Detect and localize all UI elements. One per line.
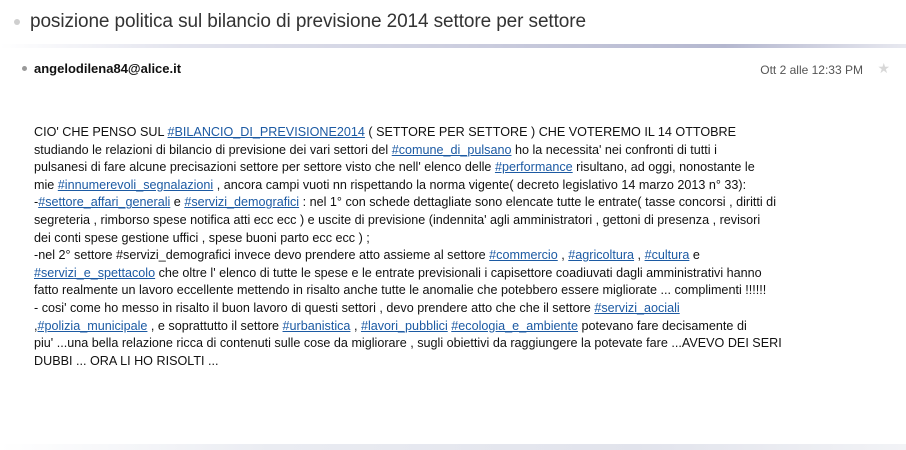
body-text: fatto realmente un lavoro eccellente mettendo in risalto anche tutte le anomalie che potebbero essere migliorate ... complimenti !!!!!! (34, 283, 767, 298)
sender-address[interactable]: angelodilena84@alice.it (34, 61, 182, 76)
body-text: piu' ...una bella relazione ricca di contenuti sulle cose da migliorare , sugli obiettivi da raggiungere la potevate fare ...AVEVO DEI SERI (34, 336, 782, 351)
body-text: pulsanesi di fare alcune precisazioni settore per settore visto che nell' elenco delle (34, 160, 495, 175)
body-line (34, 177, 884, 195)
body-text: e (170, 195, 185, 210)
message-subject: posizione politica sul bilancio di previsione 2014 settore per settore (30, 11, 586, 32)
hashtag-link[interactable]: #cultura (644, 248, 690, 263)
subject-bar (0, 0, 906, 44)
hashtag-link[interactable]: #servizi_demografici (184, 195, 300, 210)
body-text: risultano, ad oggi, nonostante le (572, 160, 755, 175)
body-line (34, 212, 884, 230)
sender-bullet-icon (22, 66, 27, 71)
body-text: , (634, 248, 645, 263)
hashtag-link[interactable]: #servizi_aociali (594, 300, 680, 315)
body-line (34, 159, 884, 177)
body-text: -nel 2° settore #servizi_demografici invece devo prendere atto assieme al settore (34, 248, 490, 263)
hashtag-link[interactable]: #performance (494, 160, 573, 175)
body-text: - cosi' come ho messo in risalto il buon lavoro di questi settori , devo prendere atto che che il settore (34, 300, 595, 315)
subject-bullet-icon (14, 19, 20, 25)
body-line (34, 335, 884, 353)
body-text: , ancora campi vuoti nn rispettando la norma vigente( decreto legislativo 14 marzo 2013 n° 33): (213, 177, 747, 192)
hashtag-link[interactable]: #agricoltura (568, 248, 635, 263)
body-line (34, 265, 884, 283)
body-text: studiando le relazioni di bilancio di previsione dei vari settori del (34, 142, 392, 157)
body-text: , (34, 318, 38, 333)
hashtag-link[interactable]: #BILANCIO_DI_PREVISIONE2014 (167, 125, 365, 139)
body-text: mie (34, 177, 58, 192)
body-line (34, 282, 884, 300)
header-divider (0, 44, 906, 48)
hashtag-link[interactable]: #comune_di_pulsano (391, 142, 512, 157)
body-text: segreteria , rimborso spese notifica atti ecc ecc ) e uscite di previsione (indennita' agli amministratori , gettoni di presenza , revisori (34, 212, 761, 227)
hashtag-link[interactable]: #polizia_municipale (37, 318, 148, 333)
body-line (34, 124, 884, 142)
body-text: , (350, 318, 361, 333)
body-text: ( SETTORE PER SETTORE ) CHE VOTEREMO IL 14 OTTOBRE (364, 125, 737, 139)
body-text: potevano fare decisamente di (578, 318, 747, 333)
body-text: dei conti spese gestione uffici , spese buoni parto ecc ecc ) ; (34, 230, 370, 245)
footer-divider (0, 444, 906, 450)
hashtag-link[interactable]: #commercio (489, 248, 558, 263)
body-text: CIO' CHE PENSO SUL (34, 125, 168, 139)
body-line (34, 230, 884, 248)
body-text: e (689, 248, 700, 263)
message-header[interactable] (0, 58, 906, 82)
hashtag-link[interactable]: #lavori_pubblici (360, 318, 448, 333)
body-text: , (557, 248, 569, 263)
hashtag-link[interactable]: #settore_affari_generali (38, 195, 171, 210)
body-line (34, 247, 884, 265)
body-text: DUBBI ... ORA LI HO RISOLTI ... (34, 353, 219, 368)
body-line (34, 318, 884, 336)
body-text: , e soprattutto il settore (147, 318, 283, 333)
body-line (34, 300, 884, 318)
message-date: Ott 2 alle 12:33 PM (760, 63, 863, 77)
message-body (34, 124, 884, 370)
body-line (34, 142, 884, 160)
body-text: : nel 1° con schede dettagliate sono elencate tutte le entrate( tasse concorsi , diritti di (299, 195, 776, 210)
body-line (34, 194, 884, 212)
body-text: che oltre l' elenco di tutte le spese e le entrate previsionali i capisettore coadiuvati dagli amministrativi hanno (155, 265, 762, 280)
hashtag-link[interactable]: #servizi_e_spettacolo (34, 265, 156, 280)
body-line (34, 353, 884, 371)
body-text: - (34, 195, 39, 210)
hashtag-link[interactable]: #innumerevoli_segnalazioni (57, 177, 214, 192)
hashtag-link[interactable]: #ecologia_e_ambiente (451, 318, 579, 333)
body-text: ho la necessita' nei confronti di tutti i (511, 142, 717, 157)
hashtag-link[interactable]: #urbanistica (282, 318, 351, 333)
star-icon[interactable]: ★ (877, 60, 890, 76)
